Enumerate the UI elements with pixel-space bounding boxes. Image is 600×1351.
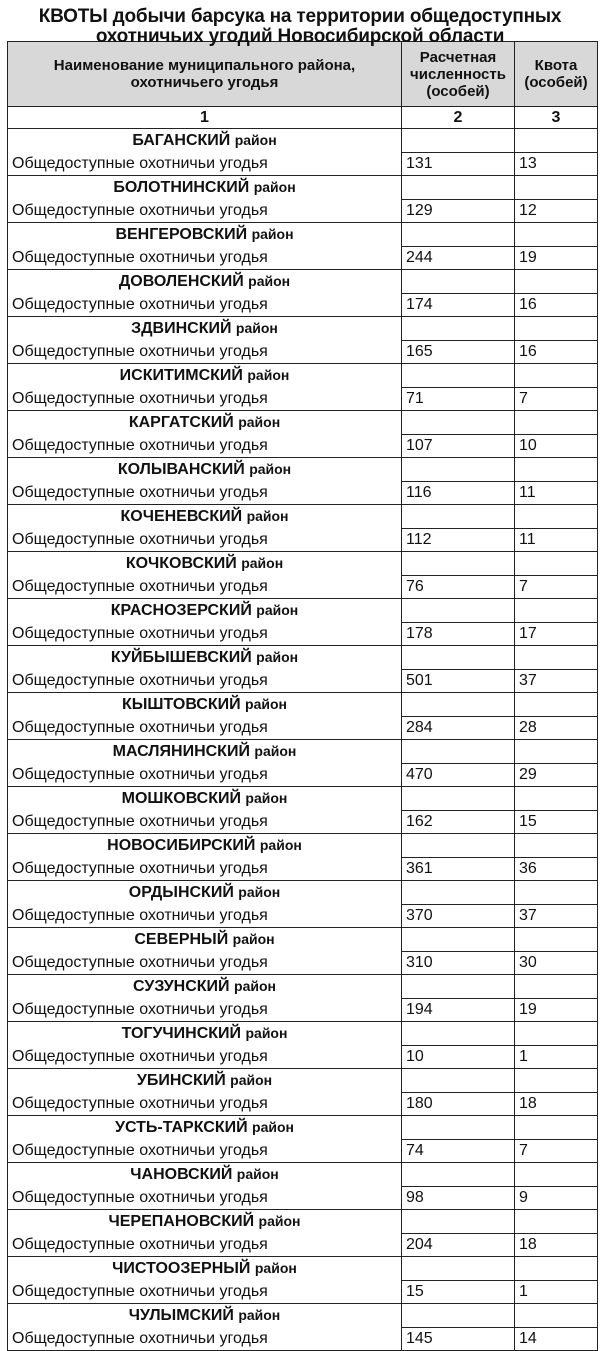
hunting-land-label: Общедоступные охотничьи угодья [8, 952, 402, 975]
population-value: 145 [402, 1328, 515, 1351]
empty-cell [515, 1304, 598, 1328]
district-name-cell [8, 1257, 402, 1281]
quota-value: 16 [515, 294, 598, 317]
empty-cell [515, 928, 598, 952]
district-suffix: район [248, 272, 291, 289]
empty-cell [402, 787, 515, 811]
district-row [8, 364, 598, 388]
quota-value: 30 [515, 952, 598, 975]
hunting-land-label: Общедоступные охотничьи угодья [8, 341, 402, 364]
header-quota: Квота (особей) [515, 42, 598, 107]
hunting-land-label: Общедоступные охотничьи угодья [8, 529, 402, 552]
hunting-land-label: Общедоступные охотничьи угодья [8, 905, 402, 928]
hunting-land-row [8, 764, 598, 787]
district-name-cell [8, 740, 402, 764]
district-name-cell [8, 458, 402, 482]
hunting-land-row [8, 1234, 598, 1257]
quota-value: 10 [515, 435, 598, 458]
district-name: СЕВЕРНЫЙ [134, 930, 229, 948]
quota-value: 12 [515, 200, 598, 223]
district-name-cell [8, 552, 402, 576]
district-name-cell [8, 599, 402, 623]
quota-value: 7 [515, 388, 598, 411]
quota-value: 7 [515, 1140, 598, 1163]
district-name: КОЛЫВАНСКИЙ [117, 460, 245, 478]
district-name-cell [8, 1116, 402, 1140]
hunting-land-row [8, 294, 598, 317]
district-row [8, 176, 598, 200]
empty-cell [515, 458, 598, 482]
population-value: 74 [402, 1140, 515, 1163]
hunting-land-row [8, 1046, 598, 1069]
hunting-land-label: Общедоступные охотничьи угодья [8, 1234, 402, 1257]
district-suffix: район [254, 1259, 297, 1276]
quota-value: 18 [515, 1234, 598, 1257]
hunting-land-row [8, 200, 598, 223]
hunting-land-row [8, 1187, 598, 1210]
empty-cell [402, 693, 515, 717]
empty-cell [402, 740, 515, 764]
district-row [8, 646, 598, 670]
empty-cell [402, 1022, 515, 1046]
quota-value: 29 [515, 764, 598, 787]
empty-cell [515, 552, 598, 576]
district-suffix: район [253, 178, 296, 195]
district-suffix: район [245, 695, 287, 712]
district-row [8, 317, 598, 341]
population-value: 180 [402, 1093, 515, 1116]
quota-value: 7 [515, 576, 598, 599]
empty-cell [402, 599, 515, 623]
hunting-land-row [8, 1328, 598, 1351]
district-row [8, 270, 598, 294]
population-value: 174 [402, 294, 515, 317]
hunting-land-row [8, 811, 598, 834]
district-name: УСТЬ-ТАРКСКИЙ [115, 1118, 248, 1136]
district-suffix: район [247, 366, 290, 383]
district-name-cell [8, 928, 402, 952]
empty-cell [402, 411, 515, 435]
district-row [8, 881, 598, 905]
hunting-land-label: Общедоступные охотничьи угодья [8, 435, 402, 458]
population-value: 204 [402, 1234, 515, 1257]
quota-value: 9 [515, 1187, 598, 1210]
district-row [8, 129, 598, 153]
empty-cell [402, 270, 515, 294]
empty-cell [515, 1069, 598, 1093]
district-name-cell [8, 129, 402, 153]
hunting-land-label: Общедоступные охотничьи угодья [8, 247, 402, 270]
hunting-land-row [8, 576, 598, 599]
header-row [8, 42, 598, 107]
hunting-land-label: Общедоступные охотничьи угодья [8, 717, 402, 740]
district-name: ЧИСТООЗЕРНЫЙ [112, 1259, 251, 1277]
empty-cell [515, 317, 598, 341]
hunting-land-label: Общедоступные охотничьи угодья [8, 388, 402, 411]
hunting-land-label: Общедоступные охотничьи угодья [8, 1140, 402, 1163]
empty-cell [402, 317, 515, 341]
hunting-land-label: Общедоступные охотничьи угодья [8, 670, 402, 693]
empty-cell [402, 1210, 515, 1234]
empty-cell [515, 1210, 598, 1234]
quota-value: 11 [515, 529, 598, 552]
district-name: УБИНСКИЙ [136, 1071, 226, 1089]
district-name: НОВОСИБИРСКИЙ [107, 836, 256, 854]
population-value: 15 [402, 1281, 515, 1304]
quota-value: 19 [515, 999, 598, 1022]
district-name: МОШКОВСКИЙ [121, 789, 241, 807]
hunting-land-row [8, 153, 598, 176]
quota-value: 13 [515, 153, 598, 176]
hunting-land-row [8, 247, 598, 270]
quota-value: 37 [515, 905, 598, 928]
document-title [0, 0, 600, 47]
hunting-land-row [8, 999, 598, 1022]
empty-cell [515, 176, 598, 200]
hunting-land-label: Общедоступные охотничьи угодья [8, 1187, 402, 1210]
district-name: КОЧКОВСКИЙ [125, 554, 237, 572]
district-name: ЧУЛЫМСКИЙ [128, 1306, 234, 1324]
district-row [8, 223, 598, 247]
hunting-land-row [8, 905, 598, 928]
empty-cell [402, 646, 515, 670]
quota-value: 17 [515, 623, 598, 646]
district-suffix: район [245, 789, 288, 806]
population-value: 361 [402, 858, 515, 881]
district-name: СУЗУНСКИЙ [133, 977, 230, 995]
hunting-land-row [8, 435, 598, 458]
district-row [8, 787, 598, 811]
empty-cell [515, 975, 598, 999]
empty-cell [515, 1257, 598, 1281]
district-suffix: район [251, 225, 294, 242]
hunting-land-row [8, 1140, 598, 1163]
population-value: 76 [402, 576, 515, 599]
district-row [8, 1116, 598, 1140]
district-suffix: район [258, 1212, 301, 1229]
hunting-land-row [8, 952, 598, 975]
empty-cell [402, 1069, 515, 1093]
district-name: КАРГАТСКИЙ [128, 413, 234, 431]
empty-cell [402, 364, 515, 388]
column-number-3: 3 [515, 107, 598, 129]
quota-value: 37 [515, 670, 598, 693]
hunting-land-row [8, 1281, 598, 1304]
hunting-land-label: Общедоступные охотничьи угодья [8, 1093, 402, 1116]
empty-cell [515, 411, 598, 435]
district-row [8, 505, 598, 529]
table-body [8, 107, 598, 1351]
district-name: КУЙБЫШЕВСКИЙ [110, 648, 252, 666]
district-row [8, 1163, 598, 1187]
district-suffix: район [252, 1118, 294, 1135]
empty-cell [515, 693, 598, 717]
hunting-land-label: Общедоступные охотничьи угодья [8, 999, 402, 1022]
district-row [8, 740, 598, 764]
header-population: Расчетная численность (особей) [402, 42, 515, 107]
district-name-cell [8, 270, 402, 294]
district-name: ИСКИТИМСКИЙ [119, 366, 243, 384]
quota-value: 36 [515, 858, 598, 881]
district-row [8, 411, 598, 435]
header-district-name: Наименование муниципального района, охотничьего угодья [8, 42, 402, 107]
hunting-land-row [8, 529, 598, 552]
hunting-land-label: Общедоступные охотничьи угодья [8, 153, 402, 176]
population-value: 284 [402, 717, 515, 740]
hunting-land-label: Общедоступные охотничьи угодья [8, 858, 402, 881]
district-suffix: район [241, 554, 284, 571]
hunting-land-label: Общедоступные охотничьи угодья [8, 623, 402, 646]
district-name-cell [8, 505, 402, 529]
empty-cell [402, 881, 515, 905]
district-name-cell [8, 1022, 402, 1046]
empty-cell [402, 223, 515, 247]
empty-cell [402, 1304, 515, 1328]
hunting-land-row [8, 388, 598, 411]
district-row [8, 1304, 598, 1328]
district-name: МАСЛЯНИНСКИЙ [112, 742, 250, 760]
column-number-1: 1 [8, 107, 402, 129]
population-value: 107 [402, 435, 515, 458]
empty-cell [515, 646, 598, 670]
district-name: БОЛОТНИНСКИЙ [113, 178, 250, 196]
empty-cell [515, 364, 598, 388]
empty-cell [402, 129, 515, 153]
district-suffix: район [256, 648, 299, 665]
district-name: КЫШТОВСКИЙ [122, 695, 241, 713]
hunting-land-row [8, 717, 598, 740]
quota-value: 19 [515, 247, 598, 270]
hunting-land-row [8, 482, 598, 505]
empty-cell [402, 1116, 515, 1140]
district-name: ЧАНОВСКИЙ [130, 1165, 233, 1183]
district-row [8, 1210, 598, 1234]
district-name: ВЕНГЕРОВСКИЙ [115, 225, 248, 243]
empty-cell [402, 458, 515, 482]
population-value: 71 [402, 388, 515, 411]
empty-cell [515, 1022, 598, 1046]
empty-cell [515, 129, 598, 153]
title-line-2: охотничьих угодий Новосибирской области [95, 26, 505, 47]
hunting-land-row [8, 670, 598, 693]
quota-value: 15 [515, 811, 598, 834]
hunting-land-label: Общедоступные охотничьи угодья [8, 482, 402, 505]
population-value: 370 [402, 905, 515, 928]
district-name-cell [8, 1069, 402, 1093]
empty-cell [515, 881, 598, 905]
empty-cell [402, 176, 515, 200]
district-name-cell [8, 646, 402, 670]
empty-cell [515, 1116, 598, 1140]
district-name-cell [8, 787, 402, 811]
empty-cell [515, 270, 598, 294]
district-name-cell [8, 411, 402, 435]
district-suffix: район [232, 930, 275, 947]
district-suffix: район [234, 131, 277, 148]
district-suffix: район [245, 1024, 288, 1041]
district-name-cell [8, 1210, 402, 1234]
empty-cell [515, 834, 598, 858]
empty-cell [515, 1163, 598, 1187]
hunting-land-label: Общедоступные охотничьи угодья [8, 764, 402, 787]
district-suffix: район [235, 319, 278, 336]
hunting-land-label: Общедоступные охотничьи угодья [8, 1046, 402, 1069]
hunting-land-label: Общедоступные охотничьи угодья [8, 294, 402, 317]
district-suffix: район [256, 601, 299, 618]
quota-table [7, 41, 598, 1351]
district-suffix: район [238, 883, 281, 900]
district-suffix: район [249, 460, 292, 477]
population-value: 501 [402, 670, 515, 693]
population-value: 310 [402, 952, 515, 975]
population-value: 112 [402, 529, 515, 552]
empty-cell [515, 505, 598, 529]
district-row [8, 834, 598, 858]
column-number-2: 2 [402, 107, 515, 129]
hunting-land-label: Общедоступные охотничьи угодья [8, 200, 402, 223]
district-name: ТОГУЧИНСКИЙ [121, 1024, 242, 1042]
population-value: 162 [402, 811, 515, 834]
empty-cell [402, 1163, 515, 1187]
district-suffix: район [246, 507, 289, 524]
district-name-cell [8, 1163, 402, 1187]
district-name-cell [8, 975, 402, 999]
empty-cell [402, 975, 515, 999]
population-value: 10 [402, 1046, 515, 1069]
district-name-cell [8, 317, 402, 341]
empty-cell [402, 928, 515, 952]
quota-value: 14 [515, 1328, 598, 1351]
empty-cell [515, 740, 598, 764]
district-name-cell [8, 176, 402, 200]
district-name-cell [8, 1304, 402, 1328]
district-name: ЧЕРЕПАНОВСКИЙ [108, 1212, 255, 1230]
district-name-cell [8, 364, 402, 388]
district-suffix: район [238, 1306, 281, 1323]
quota-value: 28 [515, 717, 598, 740]
district-name: ЗДВИНСКИЙ [131, 319, 232, 337]
quota-value: 11 [515, 482, 598, 505]
hunting-land-row [8, 341, 598, 364]
district-name: ДОВОЛЕНСКИЙ [118, 272, 244, 290]
title-line-1: КВОТЫ добычи барсука на территории общедоступных [38, 6, 562, 27]
district-suffix: район [238, 413, 281, 430]
district-name: ОРДЫНСКИЙ [128, 883, 234, 901]
population-value: 98 [402, 1187, 515, 1210]
district-row [8, 1069, 598, 1093]
population-value: 244 [402, 247, 515, 270]
district-suffix: район [236, 1165, 279, 1182]
empty-cell [402, 1257, 515, 1281]
district-suffix: район [254, 742, 297, 759]
population-value: 131 [402, 153, 515, 176]
district-name-cell [8, 834, 402, 858]
district-suffix: район [230, 1071, 273, 1088]
empty-cell [515, 223, 598, 247]
district-row [8, 1022, 598, 1046]
population-value: 129 [402, 200, 515, 223]
district-name-cell [8, 881, 402, 905]
district-name-cell [8, 223, 402, 247]
empty-cell [515, 787, 598, 811]
hunting-land-row [8, 1093, 598, 1116]
district-name: БАГАНСКИЙ [132, 131, 231, 149]
quota-value: 1 [515, 1046, 598, 1069]
empty-cell [515, 599, 598, 623]
empty-cell [402, 834, 515, 858]
district-row [8, 693, 598, 717]
district-name-cell [8, 693, 402, 717]
district-name: КРАСНОЗЕРСКИЙ [110, 601, 252, 619]
empty-cell [402, 552, 515, 576]
population-value: 165 [402, 341, 515, 364]
population-value: 178 [402, 623, 515, 646]
empty-cell [402, 505, 515, 529]
district-row [8, 552, 598, 576]
hunting-land-row [8, 858, 598, 881]
population-value: 194 [402, 999, 515, 1022]
district-row [8, 458, 598, 482]
hunting-land-label: Общедоступные охотничьи угодья [8, 811, 402, 834]
population-value: 470 [402, 764, 515, 787]
district-row [8, 1257, 598, 1281]
district-name: КОЧЕНЕВСКИЙ [120, 507, 243, 525]
district-suffix: район [259, 836, 302, 853]
hunting-land-label: Общедоступные охотничьи угодья [8, 576, 402, 599]
district-row [8, 975, 598, 999]
hunting-land-label: Общедоступные охотничьи угодья [8, 1328, 402, 1351]
quota-value: 18 [515, 1093, 598, 1116]
quota-value: 16 [515, 341, 598, 364]
quota-value: 1 [515, 1281, 598, 1304]
hunting-land-row [8, 623, 598, 646]
hunting-land-label: Общедоступные охотничьи угодья [8, 1281, 402, 1304]
district-row [8, 599, 598, 623]
district-suffix: район [234, 977, 276, 994]
district-row [8, 928, 598, 952]
population-value: 116 [402, 482, 515, 505]
column-number-row [8, 107, 598, 129]
